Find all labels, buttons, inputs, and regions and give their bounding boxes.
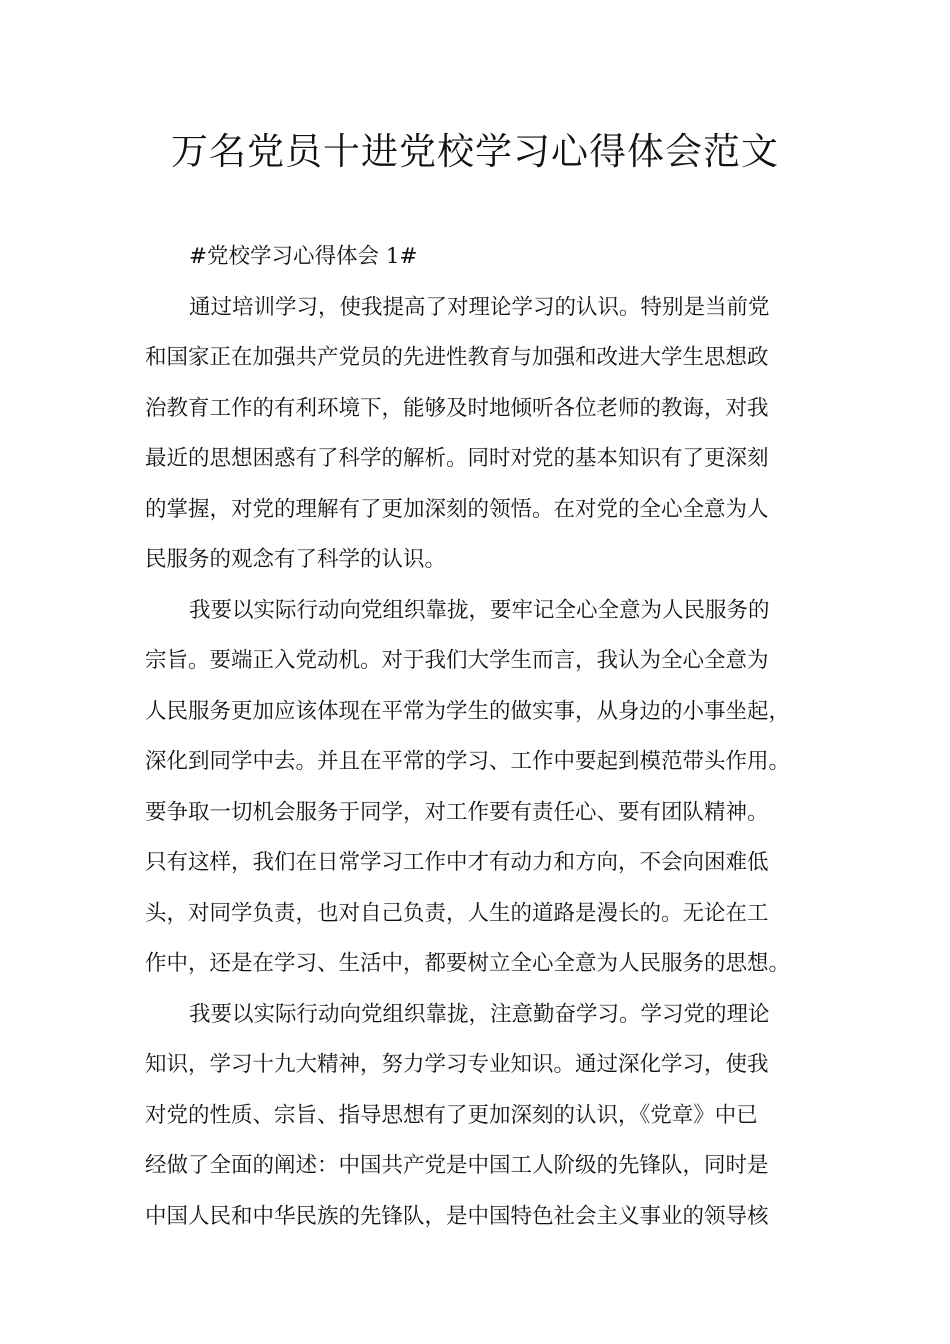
paragraph-2 xyxy=(145,586,810,990)
paragraph-line: 对党的性质、宗旨、指导思想有了更加深刻的认识，《党章》中已 xyxy=(145,1102,758,1128)
paragraph-line: 知识，学习十九大精神，努力学习专业知识。通过深化学习，使我 xyxy=(145,1052,769,1077)
paragraph-line: 宗旨。要端正入党动机。对于我们大学生而言，我认为全心全意为 xyxy=(145,648,769,673)
section-heading: #党校学习心得体会 1# xyxy=(189,244,418,269)
paragraph-line: 民服务的观念有了科学的认识。 xyxy=(145,547,447,572)
paragraph-line: 人民服务更加应该体现在平常为学生的做实事，从身边的小事坐起， xyxy=(145,698,791,724)
paragraph-line: 的掌握，对党的理解有了更加深刻的领悟。在对党的全心全意为人 xyxy=(145,496,769,522)
document-title: 万名党员十进党校学习心得体会范文 xyxy=(171,130,779,173)
paragraph-3 xyxy=(145,990,810,1243)
paragraph-line: 我要以实际行动向党组织靠拢，要牢记全心全意为人民服务的 xyxy=(189,597,770,623)
paragraph-line: 通过培训学习，使我提高了对理论学习的认识。特别是当前党 xyxy=(189,294,770,320)
paragraph-line: 经做了全面的阐述：中国共产党是中国工人阶级的先锋队，同时是 xyxy=(145,1153,769,1178)
paragraph-line: 和国家正在加强共产党员的先进性教育与加强和改进大学生思想政 xyxy=(145,345,769,370)
paragraph-line: 作中，还是在学习、生活中，都要树立全心全意为人民服务的思想。 xyxy=(145,951,791,976)
paragraph-line: 我要以实际行动向党组织靠拢，注意勤奋学习。学习党的理论 xyxy=(189,1001,770,1027)
paragraph-1 xyxy=(145,283,810,586)
document-body xyxy=(145,232,810,1242)
paragraph-line: 头，对同学负责，也对自己负责，人生的道路是漫长的。无论在工 xyxy=(145,900,769,926)
paragraph-line: 中国人民和中华民族的先锋队，是中国特色社会主义事业的领导核 xyxy=(145,1203,769,1229)
paragraph-line: 要争取一切机会服务于同学，对工作要有责任心、要有团队精神。 xyxy=(145,799,769,825)
paragraph-line: 只有这样，我们在日常学习工作中才有动力和方向，不会向困难低 xyxy=(145,850,769,875)
paragraph-line: 最近的思想困惑有了科学的解析。同时对党的基本知识有了更深刻 xyxy=(145,446,769,471)
paragraph-line: 深化到同学中去。并且在平常的学习、工作中要起到模范带头作用。 xyxy=(145,749,791,774)
paragraph-line: 治教育工作的有利环境下，能够及时地倾听各位老师的教诲，对我 xyxy=(145,395,769,421)
